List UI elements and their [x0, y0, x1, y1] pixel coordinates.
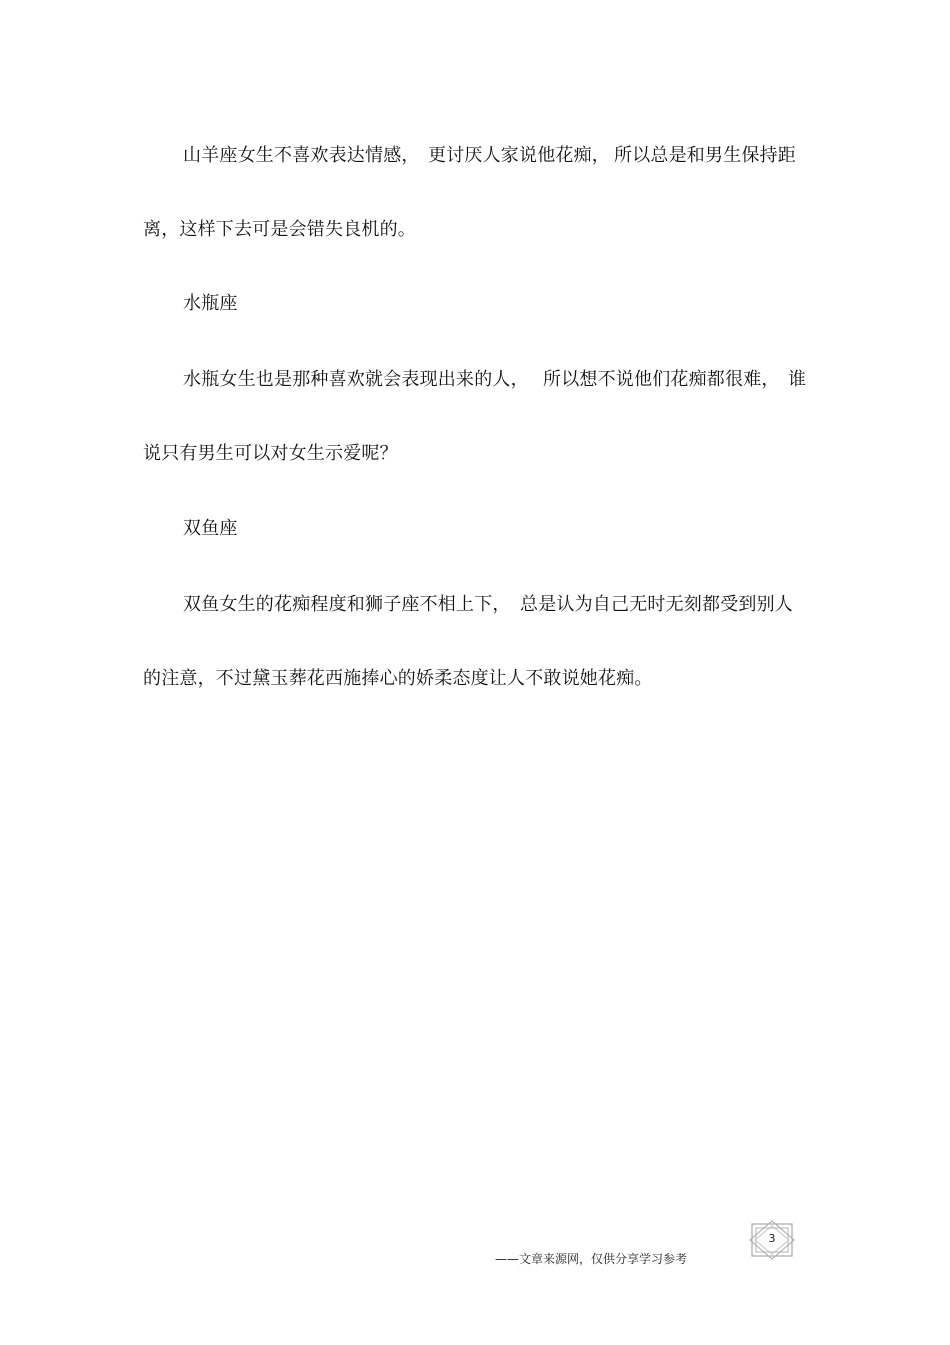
text-segment: 总是认为自己无时无刻都受到别人 — [520, 594, 793, 615]
page-number: 3 — [768, 1232, 776, 1245]
paragraph-pisces-line-1 — [183, 593, 823, 617]
paragraph-aquarius-line-2: 说只有男生可以对女生示爱呢？ — [143, 443, 398, 464]
text-segment: 水瓶女生也是那种喜欢就会表现出来的人， — [183, 369, 529, 390]
paragraph-pisces-line-2: 的注意，不过黛玉葬花西施捧心的娇柔态度让人不敢说她花痴。 — [143, 668, 653, 689]
paragraph-aquarius-line-1 — [183, 368, 823, 392]
paragraph-capricorn-line-1 — [183, 144, 823, 168]
source-note: ——文章来源网，仅供分享学习参考 — [495, 1252, 688, 1266]
page-number-badge — [748, 1220, 796, 1260]
heading-pisces: 双鱼座 — [183, 518, 238, 539]
text-segment: 山羊座女生不喜欢表达情感， — [183, 145, 420, 166]
text-segment: 所以总是和男生保持距 — [614, 145, 796, 166]
text-segment: 双鱼女生的花痴程度和狮子座不相上下， — [183, 594, 511, 615]
text-segment: 谁 — [788, 369, 807, 390]
text-segment: 更讨厌人家说他花痴， — [428, 145, 610, 166]
paragraph-capricorn-line-2: 离，这样下去可是会错失良机的。 — [143, 219, 416, 240]
heading-aquarius: 水瓶座 — [183, 293, 238, 314]
text-segment: 所以想不说他们花痴都很难， — [543, 369, 780, 390]
